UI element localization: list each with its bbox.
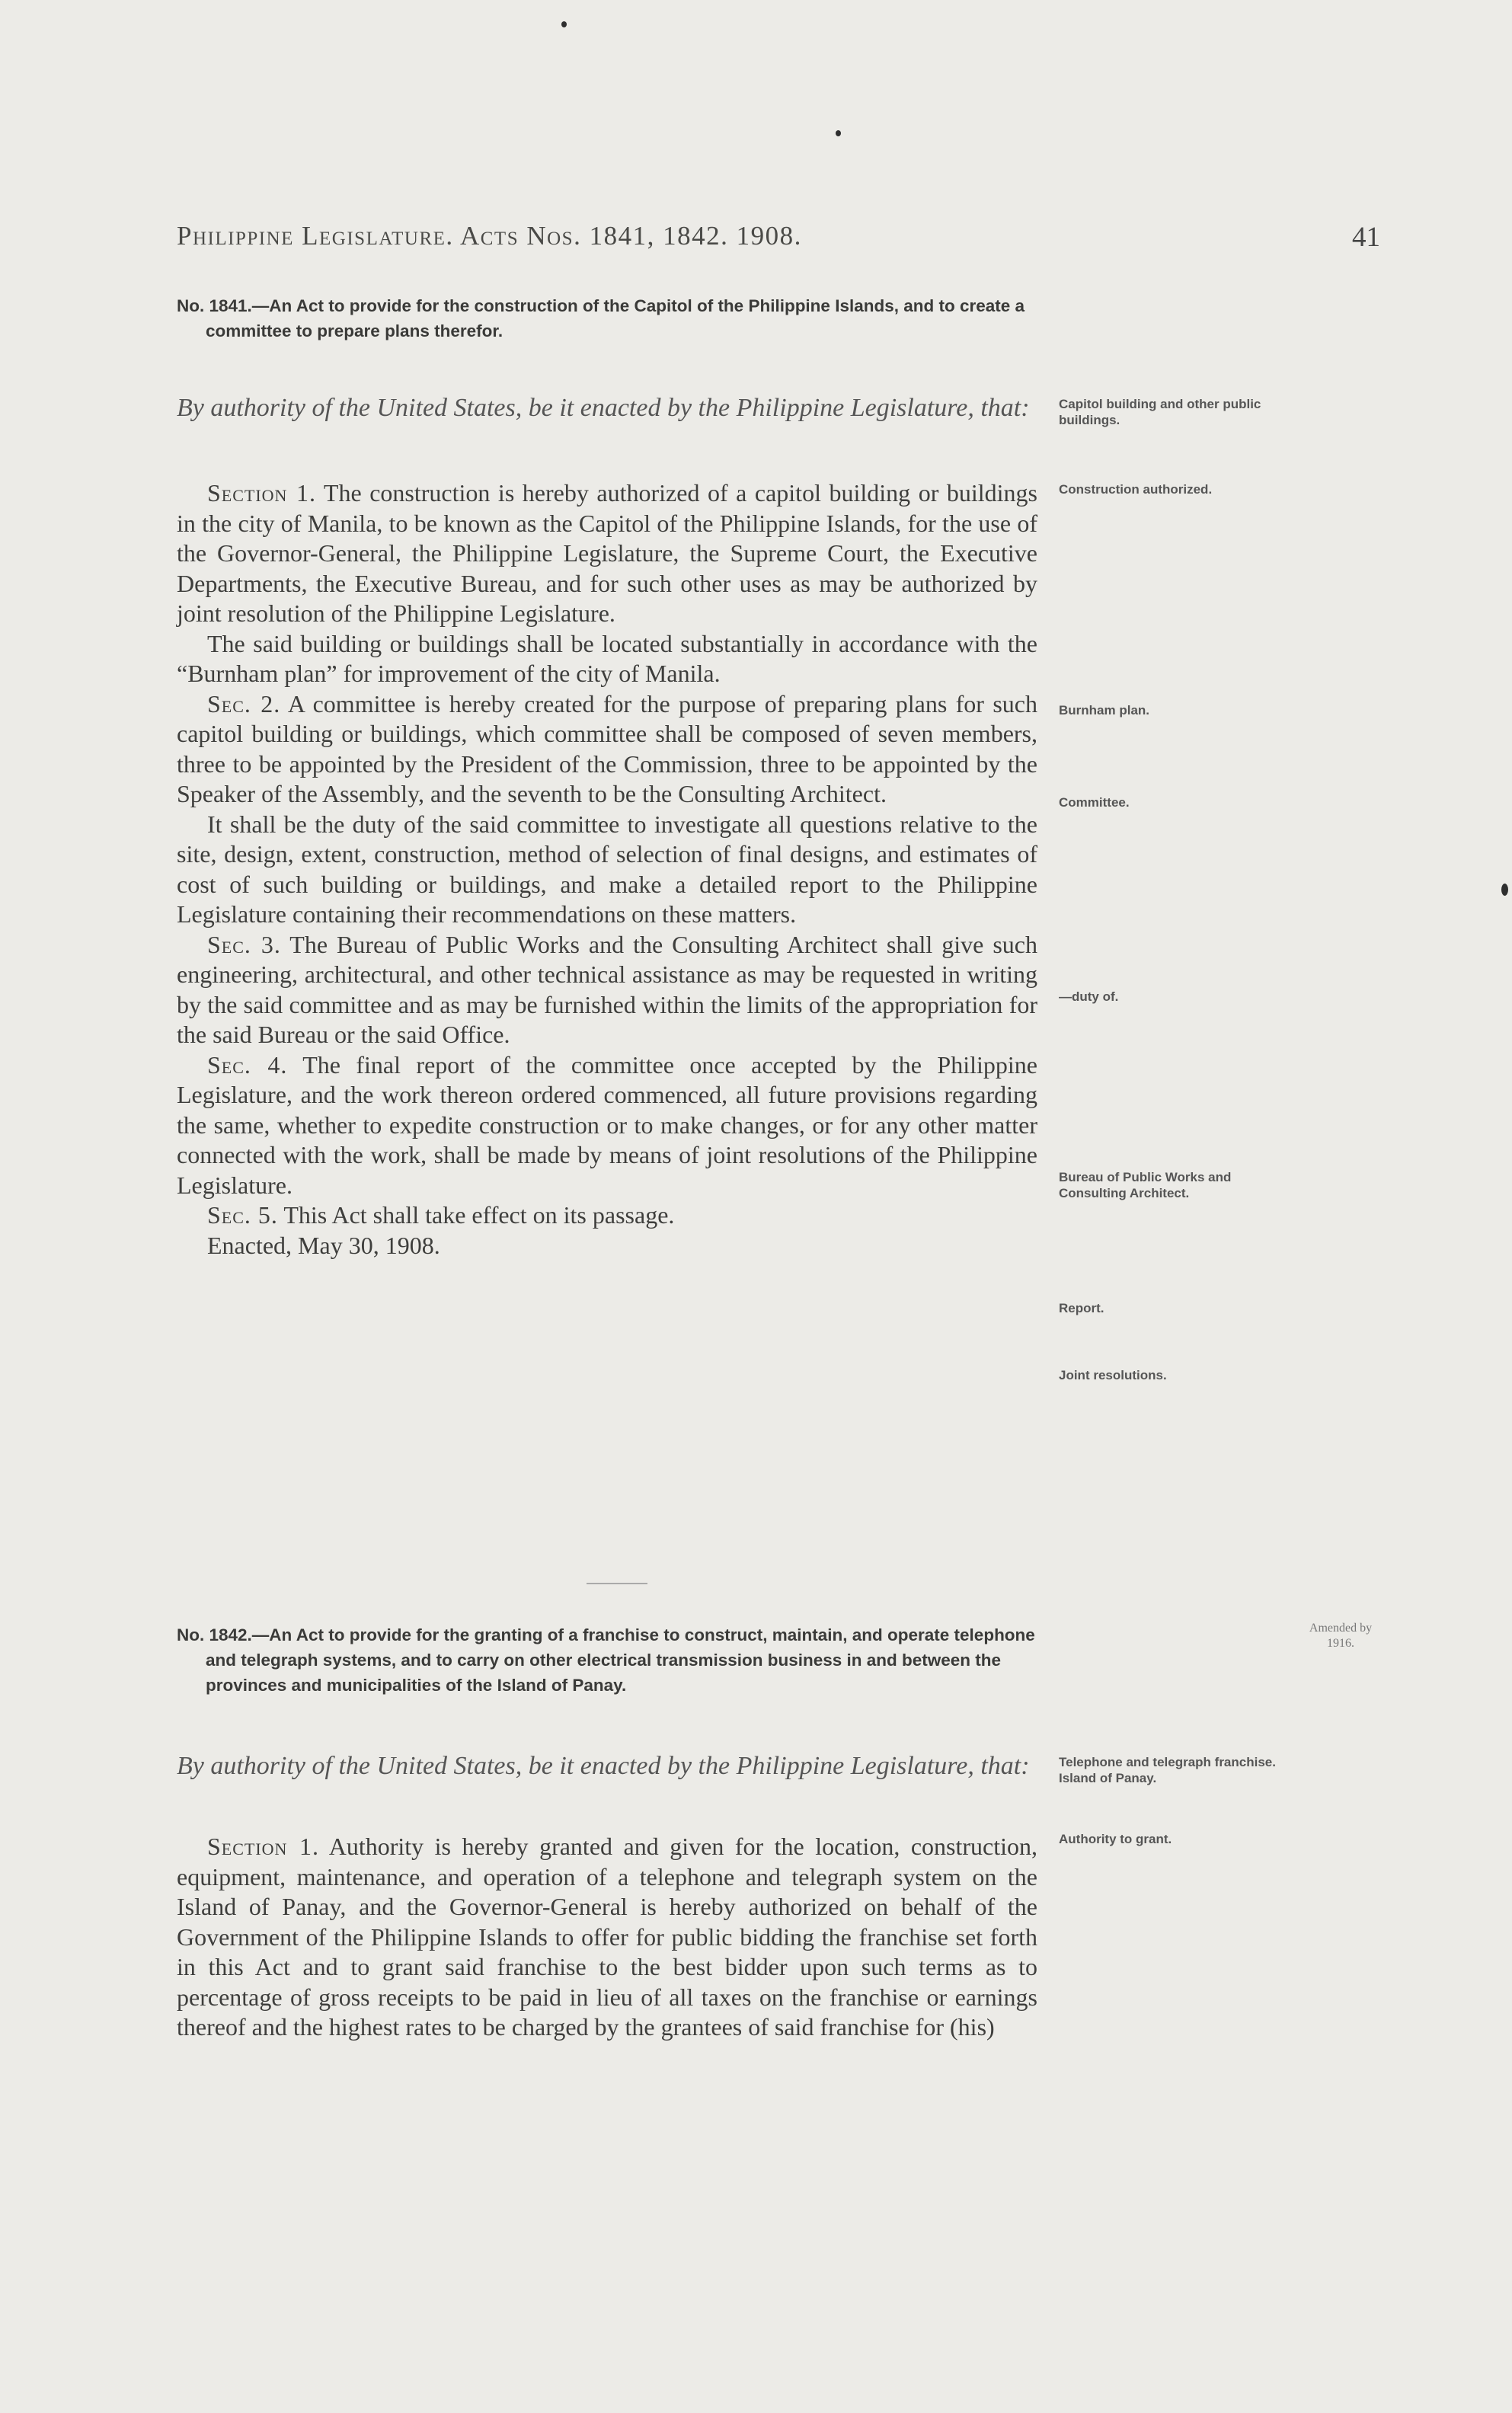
scan-speck (836, 130, 841, 136)
side-note-committee: Committee. (1059, 795, 1130, 810)
act-1841-enacting-clause: By authority of the United States, be it enacted by the Philippine Legislature, that: (177, 394, 1030, 422)
side-note-capitol: Capitol building and other public buildings. (1059, 397, 1261, 427)
scan-speck (561, 21, 567, 27)
page-header (177, 221, 1380, 267)
act-1841-duty-paragraph: It shall be the duty of the said committee to investigate all questions relative to the site, design, extent, construction, method of selection of final designs, and estimates of cost of such building or buildings, and make a detailed report to the Philippine Legislature containing their recommendations on these matters. (177, 810, 1037, 928)
side-note-authority: Authority to grant. (1059, 1832, 1172, 1846)
side-note-telephone-franchise: Telephone and telegraph franchise. Island of Panay. (1059, 1755, 1276, 1785)
act-1841-enacted-date: Enacted, May 30, 1908. (207, 1231, 440, 1259)
running-head: Philippine Legislature. Acts Nos. 1841, 1842. 1908. (177, 221, 802, 251)
act-1842-title: No. 1842.—An Act to provide for the granting of a franchise to construct, maintain, and operate telephone and telegraph systems, and to carry on other electrical transmission business in and between the provinces and municipalities of the Island of Panay. (177, 1625, 1035, 1695)
side-note-bureau: Bureau of Public Works and Consulting Architect. (1059, 1170, 1232, 1200)
side-note-joint-resolutions: Joint resolutions. (1059, 1368, 1167, 1382)
act-1841-section-4: Sec. 4. The final report of the committee once accepted by the Philippine Legislature, and the work thereon ordered commenced, all future provisions regarding the same, whether to expedite construction or to make changes, or for any other matter connected with the work, shall be made by means of joint resolutions of the Philippine Legislature. (177, 1050, 1037, 1199)
act-1841-section-1: Section 1. The construction is hereby authorized of a capitol building or buildings in the city of Manila, to be known as the Capitol of the Philippine Islands, for the use of the Governor-General, the Philippine Legislature, the Supreme Court, the Executive Departments, the Executive Bureau, and for such other uses as may be authorized by joint resolution of the Philippine Legislature. (177, 479, 1038, 627)
side-note-duty: —duty of. (1059, 989, 1119, 1004)
act-1841-section-3: Sec. 3. The Bureau of Public Works and the Consulting Architect shall give such engineering, architectural, and other technical assistance as may be requested in writing by the said committee and as may be furnished within the limits of the appropriation for the said Bureau or the said Office. (177, 930, 1037, 1048)
side-note-burnham: Burnham plan. (1059, 703, 1150, 718)
act-1842-enacting-clause: By authority of the United States, be it enacted by the Philippine Legislature, that: (177, 1752, 1030, 1780)
act-1841-title: No. 1841.—An Act to provide for the construction of the Capitol of the Philippine Islands, and to create a committee to prepare plans therefor. (177, 296, 1025, 340)
section-divider (587, 1583, 647, 1584)
amended-note: Amended by 1916. (1309, 1622, 1373, 1650)
act-1842-body (177, 1832, 1037, 2043)
act-1841-burnham-paragraph: The said building or buildings shall be located substantially in accordance with the “Burnham plan” for improvement of the city of Manila. (177, 629, 1037, 687)
act-1842-section-1: Section 1. Authority is hereby granted and given for the location, construction, equipment, maintenance, and operation of a telephone and telegraph system on the Island of Panay, and the Governor-General is hereby authorized on behalf of the Government of the Philippine Islands to offer for public bidding the franchise set forth in this Act and to grant said franchise to the best bidder upon such terms as to percentage of gross receipts to be paid in lieu of all taxes on the franchise or earnings thereof and the highest rates to be charged by the grantees of said franchise for (his) (177, 1833, 1038, 2041)
act-1841-section-5: Sec. 5. This Act shall take effect on its passage. (207, 1201, 675, 1229)
side-note-construction: Construction authorized. (1059, 482, 1213, 497)
act-1841-section-2: Sec. 2. A committee is hereby created for the purpose of preparing plans for such capitol building or buildings, which committee shall be composed of seven members, three to be appointed by the President of the Commission, three to be appointed by the Speaker of the Assembly, and the seventh to be the Consulting Architect. (177, 689, 1037, 807)
scan-speck (1501, 884, 1508, 896)
act-1841-body (177, 478, 1037, 1261)
page-number: 41 (1352, 222, 1380, 253)
side-note-report: Report. (1059, 1301, 1104, 1315)
